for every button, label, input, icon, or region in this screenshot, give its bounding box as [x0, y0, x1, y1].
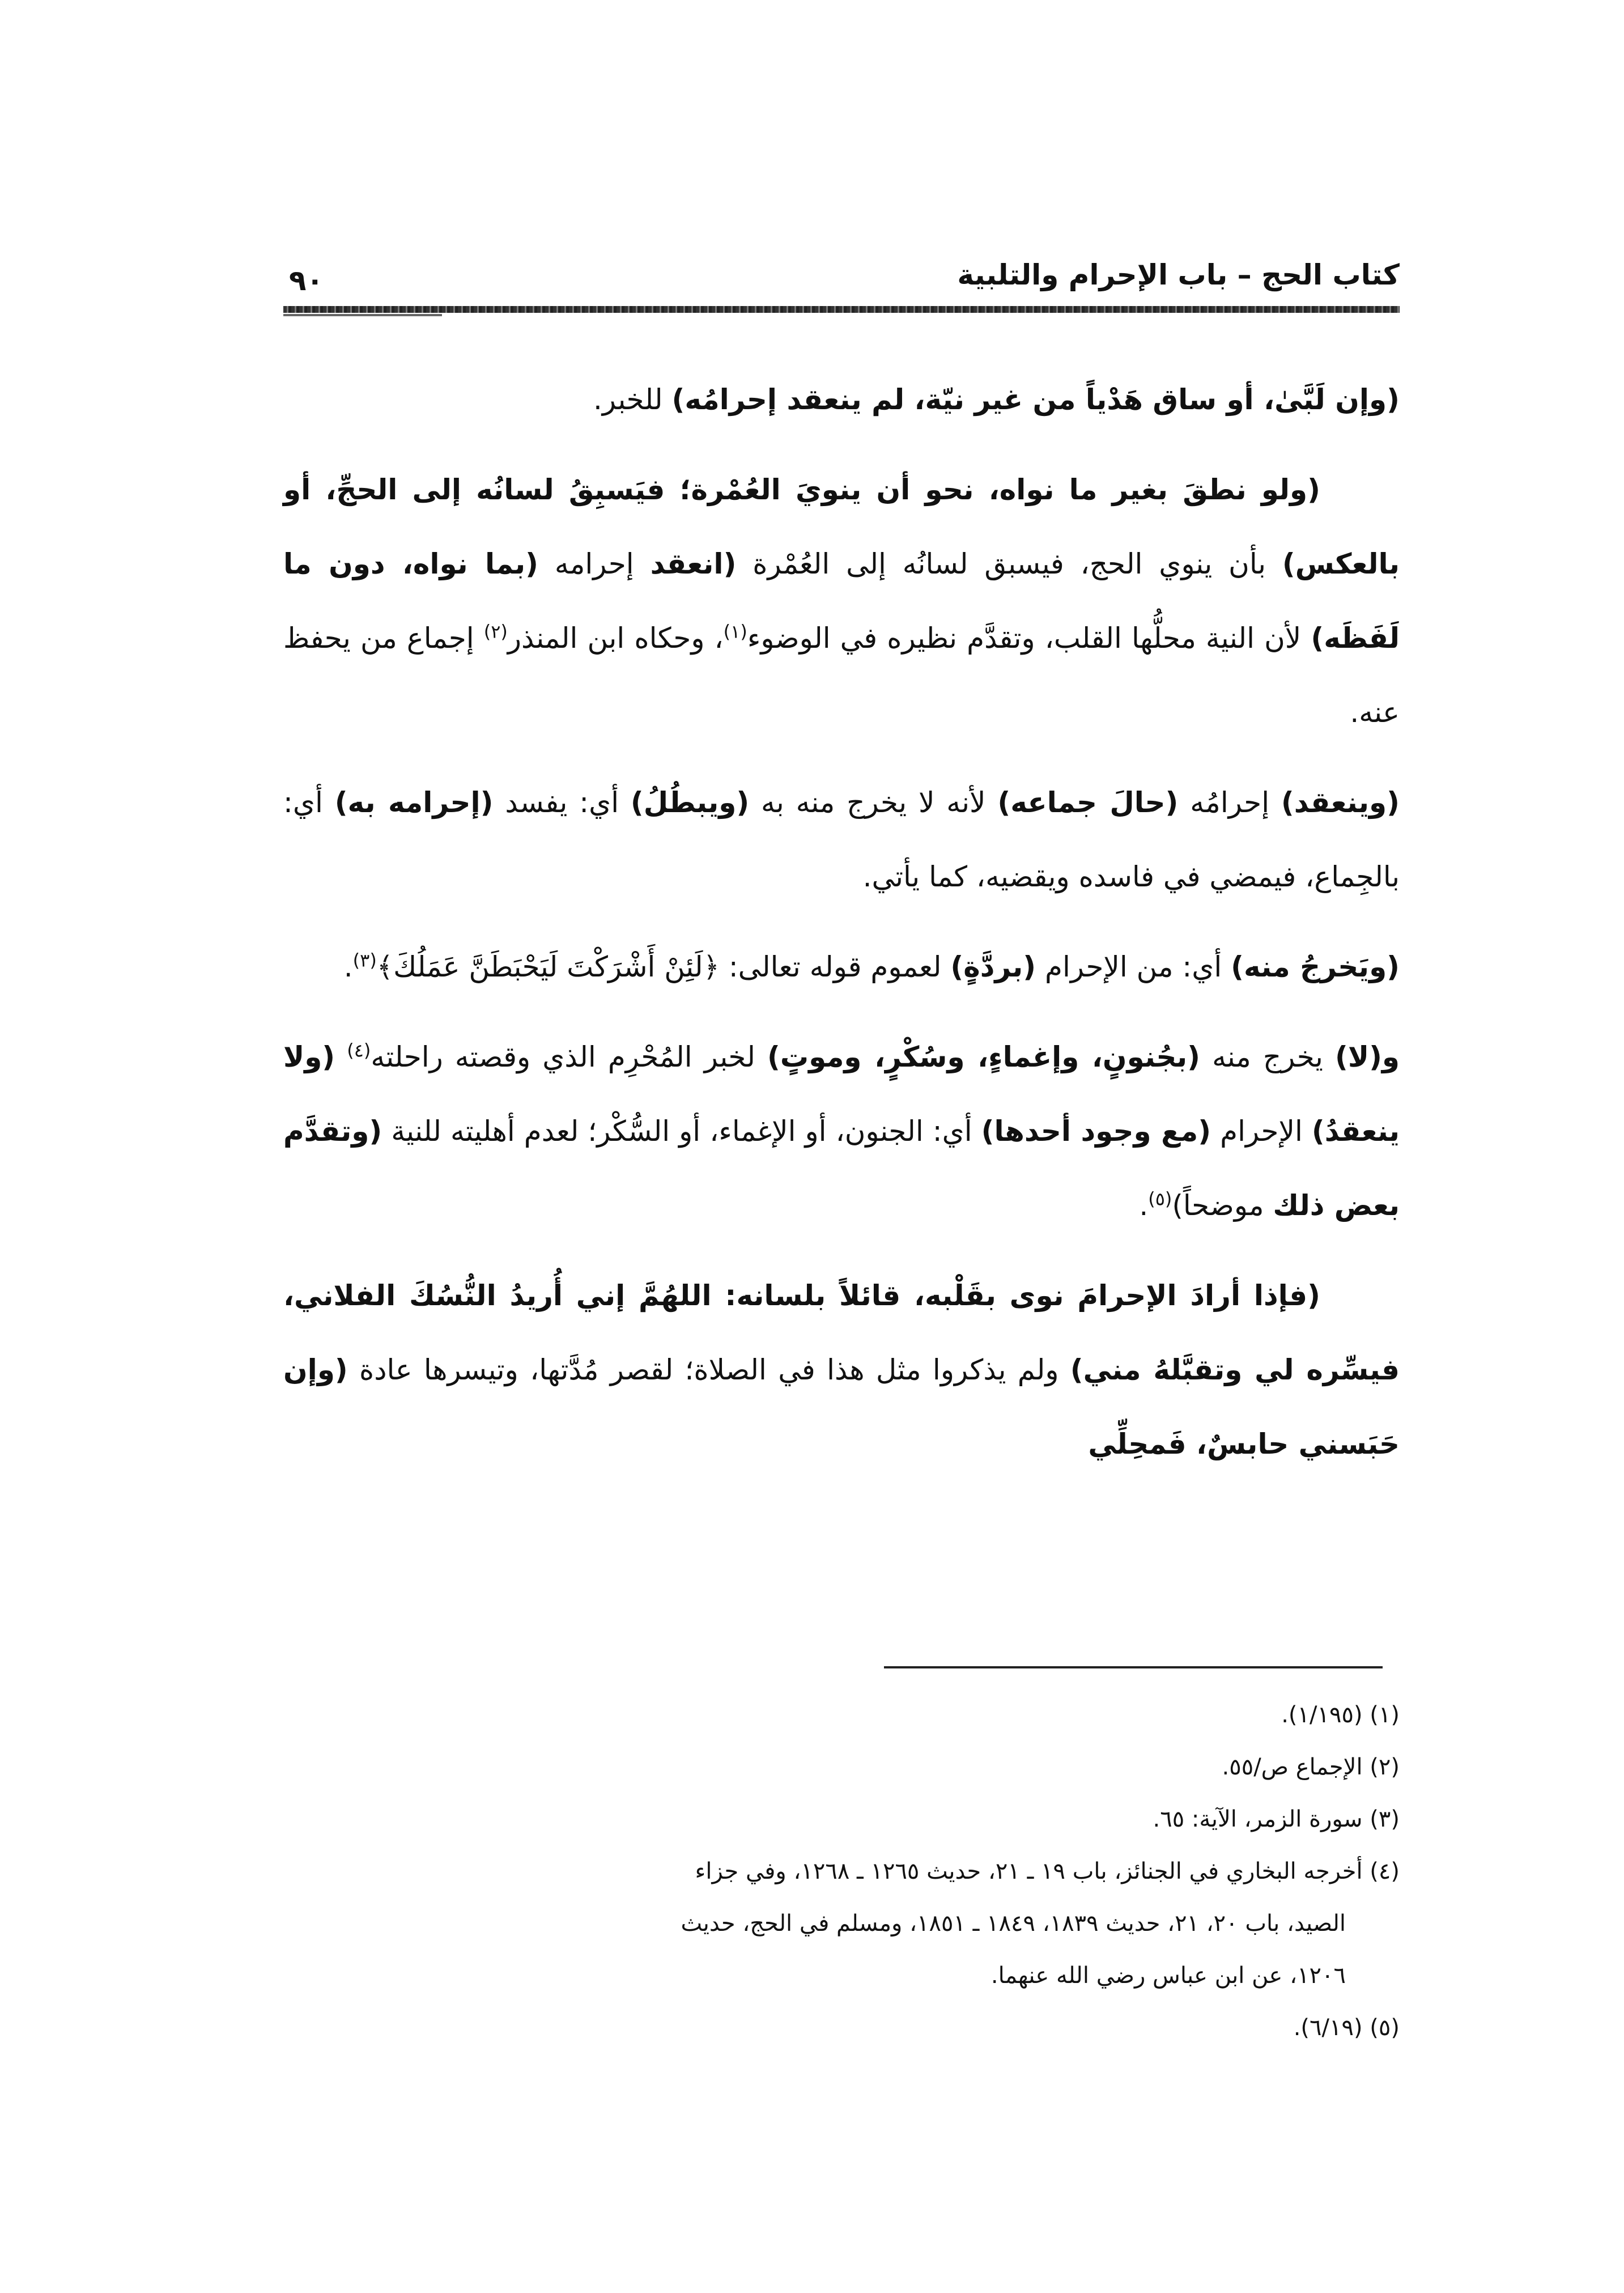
commentary-text: .: [343, 950, 353, 983]
matn-text: (انعقد: [650, 547, 737, 580]
main-text: [283, 363, 1400, 1497]
paragraph-5: [283, 1020, 1400, 1243]
matn-text: (ويبطُلُ): [630, 786, 750, 819]
running-header: [283, 249, 1400, 312]
paragraph-3: [283, 766, 1400, 914]
footnote-ref-4: (٤): [347, 1039, 371, 1061]
paragraph-1: [283, 363, 1400, 437]
matn-text: (إحرامه به): [334, 786, 494, 819]
footnote-4: (٤) أخرجه البخاري في الجنائز، باب ١٩ ـ ٢١، حديث ١٢٦٥ ـ ١٢٦٨، وفي جزاء: [695, 1858, 1400, 1884]
matn-text: (ولو نطقَ بغير ما نواه، نحو أن ينويَ العُمْرة؛ فيَسبِقُ لسانُه إلى الحجِّ، أو بالعكس): [283, 473, 1400, 580]
footnote-4-continued: ١٢٠٦، عن ابن عباس رضي الله عنهما.: [990, 1963, 1346, 1989]
footnote-ref-2: (٢): [483, 621, 508, 643]
paragraph-6: [283, 1259, 1400, 1481]
footnotes: [283, 1689, 1400, 2054]
matn-text: و(لا): [1334, 1041, 1400, 1073]
header-divider-underline: [283, 314, 442, 316]
footnote-1: (١) (١/١٩٥).: [1281, 1702, 1400, 1728]
paragraph-2: [283, 453, 1400, 750]
matn-text: (بما نواه، دون ما لَفَظَه): [283, 547, 1400, 655]
matn-text: (مع وجود أحدها): [981, 1115, 1211, 1148]
matn-text: (وإن حَبَسني حابسٌ، فَمحِلِّي: [283, 1353, 1400, 1460]
quran-quote: لعموم قوله تعالى: ﴿لَئِنْ أَشْرَكْتَ لَيَحْبَطَنَّ عَمَلُكَ﴾: [376, 950, 951, 983]
commentary-text: أي: من الإحرام: [1036, 950, 1231, 983]
commentary-text: لخبر المُحْرِم الذي وقصته راحلته: [371, 1041, 768, 1073]
commentary-text: لأنه لا يخرج منه به: [749, 786, 998, 819]
commentary-text: ولم يذكروا مثل هذا في الصلاة؛ لقصر مُدَّتها، وتيسرها عادة: [347, 1353, 1070, 1386]
footnote-ref-5: (٥): [1148, 1188, 1172, 1210]
commentary-text: أي: بالجِماع، فيمضي في فاسده ويقضيه، كما يأتي.: [283, 786, 1400, 893]
commentary-text: أي: الجنون، أو الإغماء، أو السُّكْر؛ لعدم أهليته للنية: [382, 1115, 981, 1148]
footnote-divider: [884, 1666, 1383, 1668]
matn-text: (وينعقد): [1281, 786, 1400, 819]
commentary-text: إحرامُه: [1178, 786, 1281, 819]
matn-text: (بردَّةٍ): [950, 950, 1036, 983]
footnote-4-continued: الصيد، باب ٢٠، ٢١، حديث ١٨٣٩، ١٨٤٩ ـ ١٨٥١، ومسلم في الحج، حديث: [681, 1910, 1346, 1937]
commentary-text: الإحرام: [1211, 1115, 1312, 1148]
matn-text: (ويَخرجُ منه): [1231, 950, 1400, 983]
matn-text: (بجُنونٍ، وإغماءٍ، وسُكْرٍ، وموتٍ): [767, 1041, 1201, 1073]
commentary-text: بأن ينوي الحج، فيسبق لسانُه إلى العُمْرة: [736, 547, 1282, 580]
commentary-text: [335, 1041, 347, 1073]
commentary-text: ، وحكاه ابن المنذر: [507, 622, 724, 655]
commentary-text: إجماع من يحفظ عنه.: [283, 622, 1400, 729]
commentary-text: لأن النية محلُّها القلب، وتقدَّم نظيره في الوضوء: [747, 622, 1311, 655]
footnote-2: (٢) الإجماع ص/٥٥.: [1222, 1754, 1400, 1780]
footnote-ref-1: (١): [723, 621, 747, 643]
footnote-3: (٣) سورة الزمر، الآية: ٦٥.: [1153, 1806, 1400, 1832]
commentary-text: يخرج منه: [1200, 1041, 1335, 1073]
matn-text: (حالَ جماعه): [997, 786, 1179, 819]
paragraph-4: [283, 930, 1400, 1004]
matn-text: (ولا ينعقدُ): [283, 1041, 1400, 1148]
chapter-title: كتاب الحج – باب الإحرام والتلبية: [957, 258, 1400, 291]
footnote-5: (٥) (٦/١٩).: [1293, 2015, 1400, 2041]
page-number: ٩٠: [289, 264, 324, 297]
commentary-text: أي: يفسد: [493, 786, 631, 819]
header-divider: [283, 306, 1400, 313]
matn-text: (فإذا أرادَ الإحرامَ نوى بقَلْبه، قائلاً بلسانه: اللهُمَّ إني أُريدُ النُّسُكَ الفلاني، فيسِّره لي وتقبَّلهُ مني): [283, 1279, 1400, 1386]
commentary-text: إحرامه: [538, 547, 651, 580]
footnote-ref-3: (٣): [352, 949, 377, 971]
commentary-text: موضحاً): [1172, 1189, 1273, 1222]
matn-text: (وإن لَبَّىٰ، أو ساق هَدْياً من غير نيّة، لم ينعقد إحرامُه): [671, 383, 1400, 416]
matn-text: (وتقدَّم بعض ذلك: [283, 1115, 1400, 1222]
commentary-text: .: [1139, 1189, 1149, 1222]
commentary-text: للخبر.: [593, 383, 672, 416]
